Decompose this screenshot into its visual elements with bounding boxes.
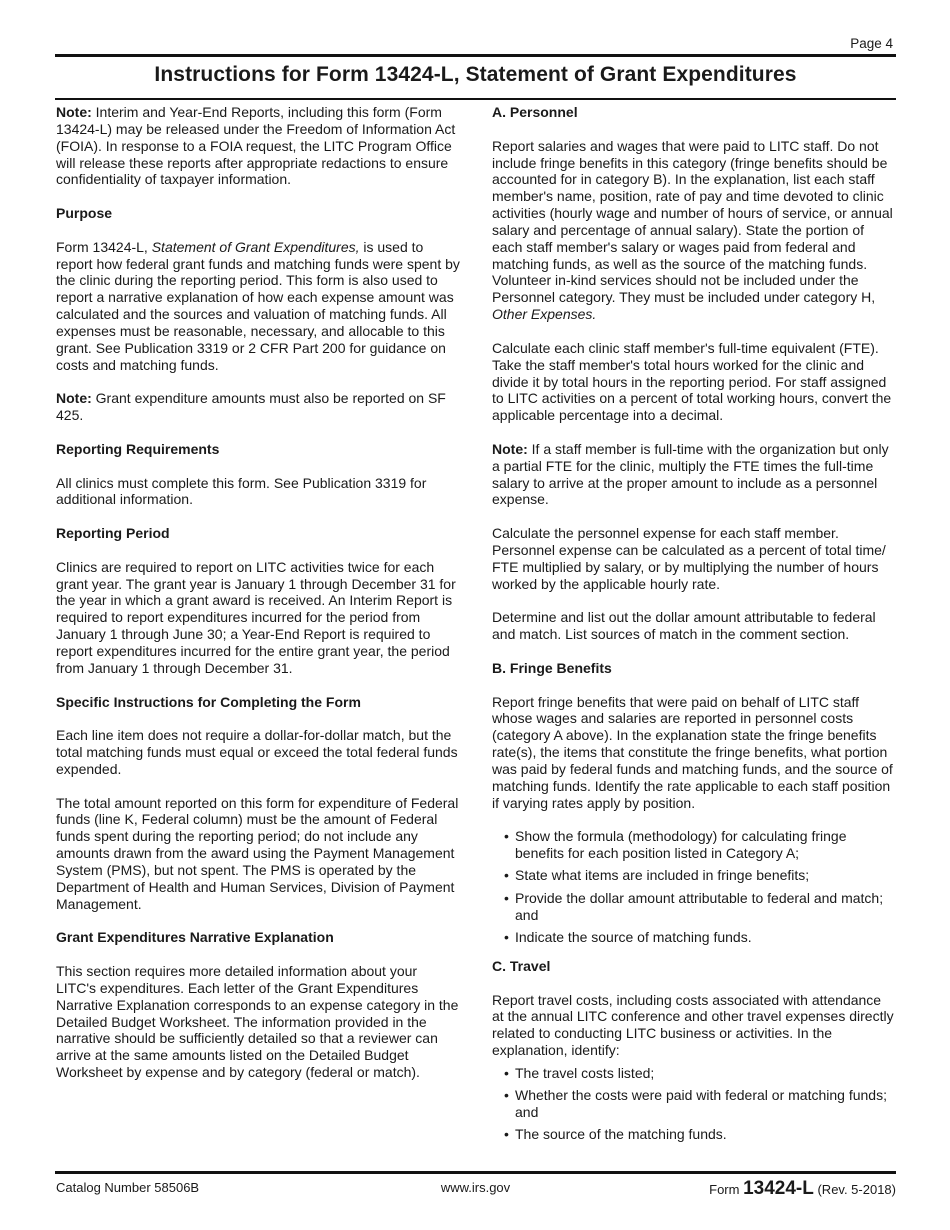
personnel-paragraph-4: Determine and list out the dollar amount attributable to federal and match. List sources of match in the comment section. [492,609,876,643]
list-item [504,1087,896,1121]
fringe-list [492,828,896,946]
form-identifier [709,1178,896,1200]
form-prefix: Form [709,1182,744,1197]
personnel-heading: A. Personnel [492,104,578,120]
personnel-text: Report salaries and wages that were paid to LITC staff. Do not include fringe benefits in this category (fringe benefits should be accounted for in category B). In the explanation, list each staff member's name, position, rate of pay and time devoted to clinic activities (hourly wage and number of hours of service, or annual salary and percentage of annual salary). State the portion of each staff member's salary or wages paid from federal and matching funds, as well as the source of the matching funds. Volunteer in-kind services should not be included under the Personnel category. They must be included under category H, [492,137,893,306]
form-number: 13424-L [743,1178,814,1199]
list-item-text: Whether the costs were paid with federal or matching funds; and [515,1087,887,1121]
bullet-icon: • [504,1064,509,1081]
bullet-icon: • [504,889,509,906]
note-label: Note: [492,440,528,457]
note-text: If a staff member is full-time with the organization but only a partial FTE for the clinic, multiply the FTE times the full-time salary to arrive at the proper amount to include as a personnel expense. [492,440,889,508]
bullet-icon: • [504,828,509,845]
list-item-text: The travel costs listed; [515,1064,655,1081]
purpose-text-cont: is used to report how federal grant funds and matching funds were spent by the clinic during the reporting period. This form is also used to report a narrative explanation of how each expense amount was calculated and the sources and valuation of matching funds. All expenses must be reasonable, necessary, and allocable to this grant. See Publication 3319 or 2 CFR Part 200 for guidance on costs and matching funds. [56,238,460,373]
note-sf425 [56,390,460,424]
right-column [492,104,896,1155]
specific-paragraph-1: Each line item does not require a dollar-for-dollar match, but the total matching funds must equal or exceed the total federal funds expended. [56,727,458,777]
page-footer [55,1178,896,1200]
list-item-text: The source of the matching funds. [515,1126,727,1143]
travel-list [492,1065,896,1143]
personnel-paragraph-1 [492,138,896,323]
note-label: Note: [56,104,92,120]
list-item-text: State what items are included in fringe benefits; [515,867,810,884]
note-label: Note: [56,390,92,407]
note-foia [56,104,460,188]
travel-paragraph: Report travel costs, including costs associated with attendance at the annual LITC conference and other travel expenses directly related to conducting LITC business or activities. In the explanation, identify: [492,991,894,1059]
list-item [504,1126,896,1143]
other-expenses-italic: Other Expenses. [492,306,597,323]
bottom-rule [55,1171,896,1174]
form-title-italic: Statement of Grant Expenditures, [151,238,360,255]
personnel-paragraph-2: Calculate each clinic staff member's full-time equivalent (FTE). Take the staff member's total hours worked for the clinic and divide it by total hours in the reporting period. For staff assigned to LITC activities on a percent of total working hours, convert the applicable percentage into a decimal. [492,339,892,424]
website-link[interactable]: www.irs.gov [440,1180,511,1195]
period-paragraph: Clinics are required to report on LITC activities twice for each grant year. The grant year is January 1 through December 31 for the year in which a grant award is received. An Interim Report is required to report expenditures incurred for the period from January 1 through June 30; a Year-End Report is required to report expenditures incurred for the entire grant year, the period from January 1 through December 31. [56,558,456,676]
list-item-text: Show the formula (methodology) for calculating fringe benefits for each position listed in Category A; [515,828,847,862]
purpose-paragraph [56,239,460,374]
requirements-paragraph: All clinics must complete this form. See Publication 3319 for additional information. [56,474,427,508]
bullet-icon: • [504,1087,509,1104]
bullet-icon: • [504,1126,509,1143]
form-revision: (Rev. 5-2018) [813,1182,896,1197]
list-item-text: Provide the dollar amount attributable to federal and match; and [515,889,884,923]
purpose-text: Form 13424-L, [56,238,152,255]
top-rule [55,54,896,57]
page-number: Page 4 [850,36,893,51]
list-item [504,929,896,946]
catalog-number: Catalog Number 58506B [56,1180,200,1195]
specific-paragraph-2: The total amount reported on this form for expenditure of Federal funds (line K, Federal column) must be the amount of Federal funds spent during the reporting period; do not include any amounts drawn from the award using the Payment Management System (PMS), but not spent. The PMS is operated by the Department of Health and Human Services, Division of Payment Management. [56,794,459,912]
note-text: Interim and Year-End Reports, including this form (Form 13424-L) may be released under the Freedom of Information Act (FOIA). In response to a FOIA request, the LITC Program Office will release these reports after appropriate redactions to ensure confidentiality of taxpayer information. [56,104,456,188]
fringe-paragraph: Report fringe benefits that were paid on behalf of LITC staff whose wages and salaries are reported in personnel costs (category A above). In the explanation state the fringe benefits rate(s), the items that constitute the fringe benefits, what portion was paid by federal funds and matching funds, and the source of matching funds. Identify the rate applicable to each staff position if varying rates apply by position. [492,693,893,811]
page-title: Instructions for Form 13424-L, Statement of Grant Expenditures [154,63,797,86]
specific-heading: Specific Instructions for Completing the Form [56,693,361,710]
bullet-icon: • [504,929,509,945]
fringe-heading: B. Fringe Benefits [492,659,612,676]
narrative-heading: Grant Expenditures Narrative Explanation [56,929,334,946]
note-fte [492,441,896,508]
title-rule [55,98,896,100]
narrative-paragraph: This section requires more detailed information about your LITC's expenditures. Each letter of the Grant Expenditures Narrative Explanation corresponds to an expense category in the Detailed Budget Worksheet. The information provided in the narrative should be sufficiently detailed so that a reviewer can arrive at the same amounts listed on the Detailed Budget Worksheet by expense and by category (federal or match). [56,963,459,1081]
bullet-icon: • [504,867,509,884]
travel-heading: C. Travel [492,957,551,974]
list-item [504,1065,896,1082]
list-item [504,828,896,862]
note-text: Grant expenditure amounts must also be reported on SF 425. [56,390,446,424]
list-item [504,867,896,884]
list-item [504,890,896,924]
period-heading: Reporting Period [56,525,170,542]
list-item-text: Indicate the source of matching funds. [515,929,752,945]
purpose-heading: Purpose [56,205,113,222]
requirements-heading: Reporting Requirements [56,440,220,457]
personnel-paragraph-3: Calculate the personnel expense for each staff member. Personnel expense can be calculated as a percent of total time/ FTE multiplied by salary, or by multiplying the number of hours worked by the applicable hourly rate. [492,525,886,592]
left-column [56,104,460,1098]
